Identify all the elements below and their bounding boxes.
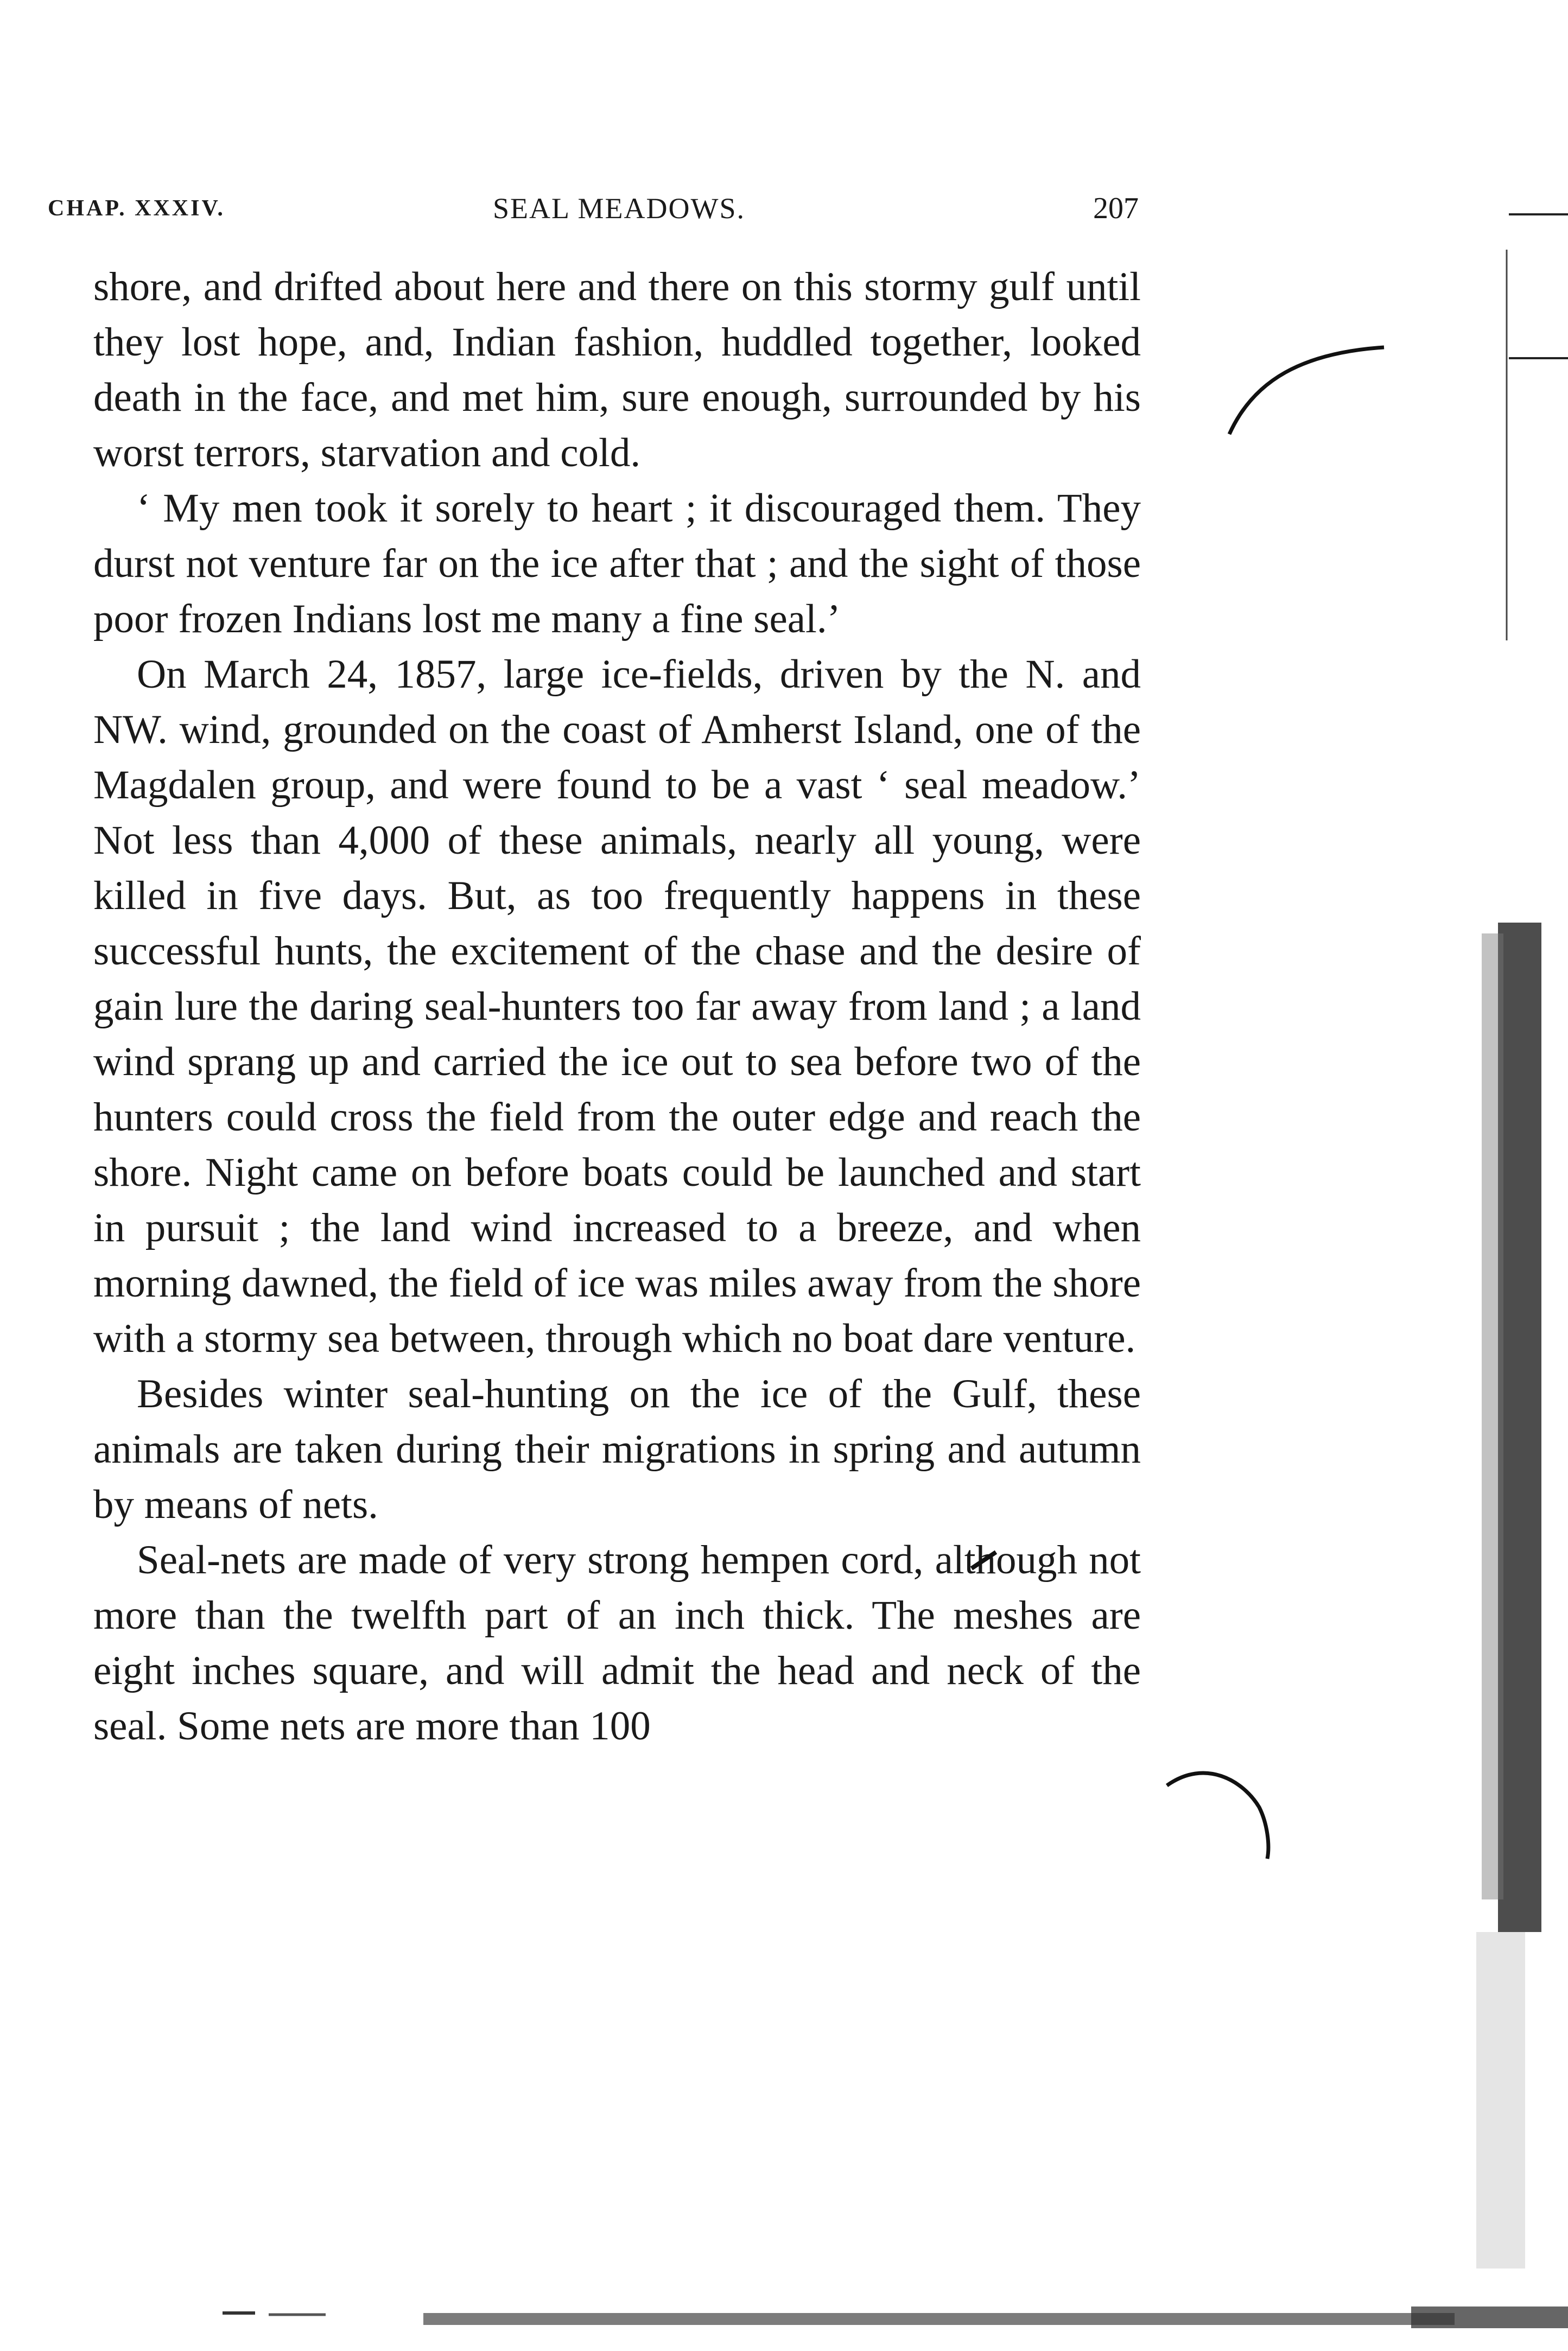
paragraph-march-1857: On March 24, 1857, large ice-fields, driven by the N. and NW. wind, grounded on the coast of Amherst Island, one of the Magdalen group, and were found to be a vast ‘ seal meadow.’ Not less than 4,000 of these animals, nearly all young, were killed in five days. But, as too frequently happens in these successful hunts, the excitement of the chase and the desire of gain lure the daring seal-hunters too far away from land ; a land wind sprang up and carried the ice out to sea before two of the hunters could cross the field from the outer edge and reach the shore. Night came on before boats could be launched and start in pursuit ; the land wind increased to a breeze, and when morning dawned, the field of ice was miles away from the shore with a stormy sea between, through which no boat dare venture.: [93, 652, 1141, 1361]
margin-pen-stroke-top: [1229, 347, 1384, 434]
paragraph-continuation: shore, and drifted about here and there on this stormy gulf until they lost hope, and, Indian fashion, huddled together, looked death in the face, and met him, sure enough, surrounded by his worst terrors, starvation and cold.: [93, 264, 1141, 475]
margin-pen-stroke-bottom: [1167, 1773, 1268, 1859]
gutter-shadow-fade: [1482, 933, 1503, 1899]
body-text: [93, 259, 1141, 1754]
running-chapter: CHAP. XXXIV.: [48, 196, 225, 221]
running-title: SEAL MEADOWS.: [493, 192, 745, 225]
paragraph-quote: ‘ My men took it sorely to heart ; it discouraged them. They durst not venture far on the ice after that ; and the sight of those poor frozen Indians lost me many a fine seal.’: [93, 486, 1141, 641]
running-header: [48, 187, 1139, 230]
bottom-edge-noise-right: [1411, 2306, 1568, 2328]
gutter-shadow: [1498, 923, 1541, 1932]
paragraph-migrations: Besides winter seal-hunting on the ice of the Gulf, these animals are taken during their migrations in spring and autumn by means of nets.: [93, 1371, 1141, 1527]
page-number: 207: [1093, 192, 1139, 225]
paragraph-seal-nets: Seal-nets are made of very strong hempen cord, although not more than the twelfth part of an inch thick. The meshes are eight inches square, and will admit the head and neck of the seal. Some nets are more than 100: [93, 1537, 1141, 1749]
gutter-speckle: [1476, 1932, 1525, 2269]
bottom-edge-noise: [423, 2313, 1455, 2325]
